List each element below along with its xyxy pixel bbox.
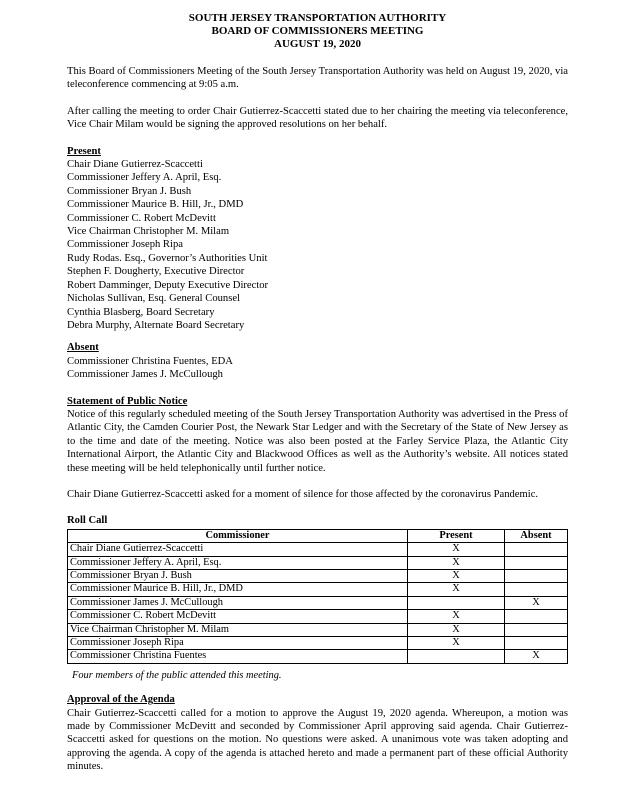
row-absent-mark bbox=[505, 543, 568, 556]
table-row bbox=[68, 556, 568, 569]
row-commissioner-name: Commissioner Christina Fuentes bbox=[68, 650, 408, 663]
row-present-mark: X bbox=[408, 623, 505, 636]
present-item: Commissioner Joseph Ripa bbox=[67, 239, 183, 251]
table-row bbox=[68, 543, 568, 556]
header-date: AUGUST 19, 2020 bbox=[274, 38, 361, 50]
roll-call-section bbox=[67, 514, 568, 682]
row-commissioner-name: Commissioner Bryan J. Bush bbox=[68, 570, 408, 583]
row-present-mark: X bbox=[408, 570, 505, 583]
row-commissioner-name: Commissioner Joseph Ripa bbox=[68, 637, 408, 650]
public-notice-section bbox=[67, 395, 568, 475]
row-commissioner-name: Commissioner James J. McCullough bbox=[68, 596, 408, 609]
absent-list bbox=[67, 355, 568, 382]
present-section bbox=[67, 145, 568, 333]
absent-item: Commissioner Christina Fuentes, EDA bbox=[67, 355, 233, 367]
table-row bbox=[68, 610, 568, 623]
column-header-absent: Absent bbox=[505, 529, 568, 542]
present-item: Commissioner Maurice B. Hill, Jr., DMD bbox=[67, 199, 244, 211]
row-present-mark: X bbox=[408, 556, 505, 569]
row-present-mark: X bbox=[408, 583, 505, 596]
roll-call-title: Roll Call bbox=[67, 515, 108, 527]
column-header-commissioner: Commissioner bbox=[68, 529, 408, 542]
public-notice-title: Statement of Public Notice bbox=[67, 395, 188, 407]
row-commissioner-name: Commissioner C. Robert McDevitt bbox=[68, 610, 408, 623]
row-commissioner-name: Chair Diane Gutierrez-Scaccetti bbox=[68, 543, 408, 556]
agenda-text: Chair Gutierrez-Scaccetti called for a motion to approve the August 19, 2020 agenda. Whereupon, a motion was made by Commissioner McDevitt and seconded by Commissioner April approving said agenda. Chair Gutierrez-Scaccetti asked for questions on the motion. No questions were asked. A unanimous vote was taken adopting and approving the agenda. A copy of the agenda is attached hereto and made a permanent part of these official Authority minutes. bbox=[67, 707, 568, 773]
row-absent-mark bbox=[505, 623, 568, 636]
row-commissioner-name: Commissioner Jeffery A. April, Esq. bbox=[68, 556, 408, 569]
row-present-mark: X bbox=[408, 543, 505, 556]
row-present-mark bbox=[408, 650, 505, 663]
present-item: Stephen F. Dougherty, Executive Director bbox=[67, 266, 245, 278]
row-present-mark: X bbox=[408, 637, 505, 650]
absent-item: Commissioner James J. McCullough bbox=[67, 369, 223, 381]
present-item: Vice Chairman Christopher M. Milam bbox=[67, 226, 230, 238]
absent-title: Absent bbox=[67, 342, 99, 354]
present-list bbox=[67, 158, 568, 332]
table-row bbox=[68, 583, 568, 596]
table-row bbox=[68, 637, 568, 650]
present-item: Cynthia Blasberg, Board Secretary bbox=[67, 306, 215, 318]
agenda-title: Approval of the Agenda bbox=[67, 694, 175, 706]
row-commissioner-name: Commissioner Maurice B. Hill, Jr., DMD bbox=[68, 583, 408, 596]
row-absent-mark bbox=[505, 583, 568, 596]
table-row bbox=[68, 596, 568, 609]
absent-section bbox=[67, 341, 568, 381]
document-header bbox=[67, 12, 568, 51]
row-absent-mark bbox=[505, 570, 568, 583]
public-notice-text: Notice of this regularly scheduled meeting of the South Jersey Transportation Authority was advertised in the Press of Atlantic City, the Camden Courier Post, the Newark Star Ledger and with the Secretary of the State of New Jersey as to the time and date of the meeting. Notice was also been posted at the Farley Service Plaza, the Atlantic City International Airport, the Atlantic City and Blackwood Offices as well as the Authority’s website. All notices stated these meeting will be held telephonically until further notice. bbox=[67, 408, 568, 474]
roll-call-header-row bbox=[68, 529, 568, 542]
present-item: Commissioner Bryan J. Bush bbox=[67, 185, 192, 197]
agenda-section bbox=[67, 693, 568, 773]
intro-paragraph: This Board of Commissioners Meeting of the South Jersey Transportation Authority was held on August 19, 2020, via teleconference commencing at 9:05 a.m. bbox=[67, 66, 568, 91]
present-item: Commissioner Jeffery A. April, Esq. bbox=[67, 172, 222, 184]
table-row bbox=[68, 623, 568, 636]
row-present-mark: X bbox=[408, 610, 505, 623]
header-meeting: BOARD OF COMMISSIONERS MEETING bbox=[211, 25, 424, 37]
public-attendance-note: Four members of the public attended this meeting. bbox=[72, 669, 282, 681]
row-absent-mark: X bbox=[505, 596, 568, 609]
table-row bbox=[68, 650, 568, 663]
present-title: Present bbox=[67, 145, 101, 157]
table-row bbox=[68, 570, 568, 583]
present-item: Debra Murphy, Alternate Board Secretary bbox=[67, 319, 245, 331]
column-header-present: Present bbox=[408, 529, 505, 542]
roll-call-table bbox=[67, 529, 568, 664]
present-item: Nicholas Sullivan, Esq. General Counsel bbox=[67, 293, 241, 305]
row-absent-mark: X bbox=[505, 650, 568, 663]
header-authority: SOUTH JERSEY TRANSPORTATION AUTHORITY bbox=[188, 12, 447, 24]
row-absent-mark bbox=[505, 637, 568, 650]
present-item: Chair Diane Gutierrez-Scaccetti bbox=[67, 159, 203, 171]
row-commissioner-name: Vice Chairman Christopher M. Milam bbox=[68, 623, 408, 636]
row-absent-mark bbox=[505, 610, 568, 623]
present-item: Commissioner C. Robert McDevitt bbox=[67, 212, 216, 224]
row-present-mark bbox=[408, 596, 505, 609]
row-absent-mark bbox=[505, 556, 568, 569]
present-item: Rudy Rodas. Esq., Governor’s Authorities Unit bbox=[67, 252, 268, 264]
silence-paragraph: Chair Diane Gutierrez-Scaccetti asked for a moment of silence for those affected by the coronavirus Pandemic. bbox=[67, 488, 539, 500]
present-item: Robert Damminger, Deputy Executive Director bbox=[67, 279, 269, 291]
chair-statement-paragraph: After calling the meeting to order Chair Gutierrez-Scaccetti stated due to her chairing the meeting via teleconference, Vice Chair Milam would be signing the approved resolutions on her behalf. bbox=[67, 105, 568, 131]
